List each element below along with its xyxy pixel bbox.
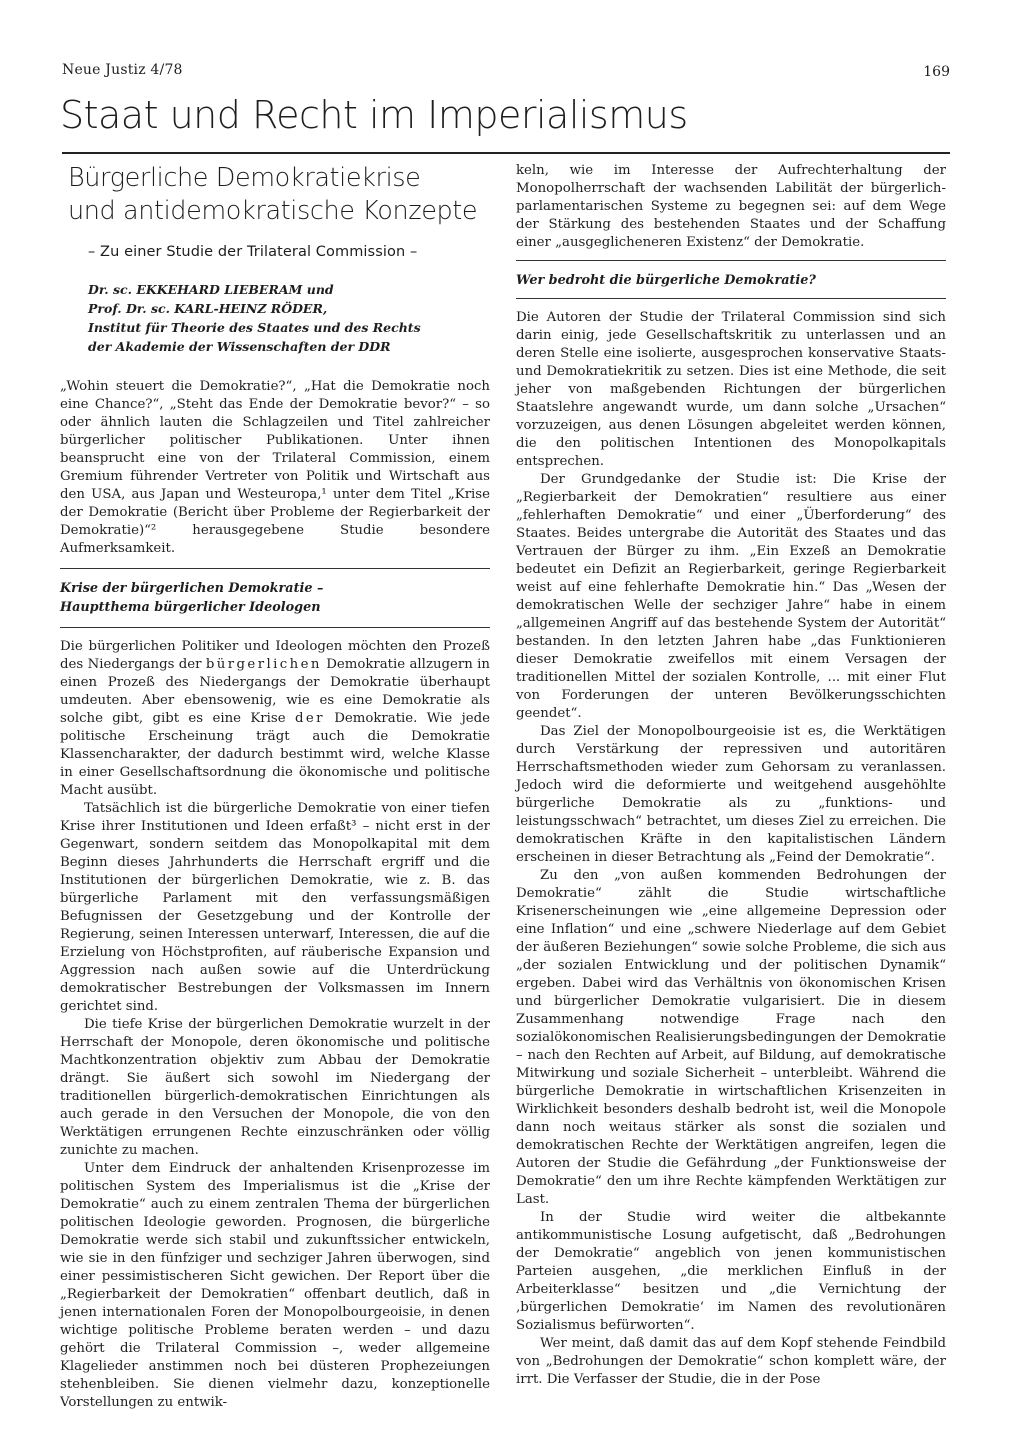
paragraph-1-part-b: Demokratie allzugern in einen Prozeß des Niedergangs der Demokratie überhaupt umdeuten. Aber ebensowenig, wie es eine Demokratie als solche gibt, gibt es eine Krise (60, 657, 490, 726)
left-column (60, 162, 490, 1412)
subhead-crisis-line-1: Krise der bürgerlichen Demokratie – (60, 581, 324, 596)
main-title: Staat und Recht im Imperialismus (60, 93, 688, 137)
paragraph-3: Die tiefe Krise der bürgerlichen Demokratie wurzelt in der Herrschaft der Monopole, deren ökonomische und politische Machtkonzentration objektiv zum Abbau der Demokratie drängt. Sie äußert sich sowohl im Niedergang der traditionellen bürgerlich-demokratischen Einrichtungen als auch gerade in den Versuchen der Monopole, die von den Werktätigen errungenen Rechte einzuschränken oder völlig zunichte zu machen. (60, 1017, 490, 1158)
subhead-crisis (60, 579, 490, 617)
right-paragraph-4: Zu den „von außen kommenden Bedrohungen der Demokratie“ zählt die Studie wirtschaftliche Krisenerscheinungen wie „eine allgemeine Depression oder eine Inflation“ und eine „schwere Niederlage auf dem Gebiet der äußeren Beziehungen“ sowie solche Probleme, die sich aus „der sozialen Entwicklung und der politischen Dynamik“ ergeben. Dabei wird das Verhältnis von ökonomischen Krisen und bürgerlicher Demokratie vulgarisiert. Die in diesem Zusammenhang notwendige Frage nach den sozialökonomischen Realisierungsbedingungen der Demokratie – nach den Rechten auf Arbeit, auf Bildung, auf demokratische Mitwirkung und soziale Sicherheit – unterbleibt. Während die bürgerliche Demokratie in wirtschaftlichen Krisenzeiten in Wirklichkeit besonders deshalb bedroht ist, weil die Monopole dann noch weitaus stärker als sonst die sozialen und demokratischen Rechte der Werktätigen angreifen, legen die Autoren der Studie die Gefährdung „der Funktionsweise der Demokratie“ den um ihre Rechte kämpfenden Werktätigen zur Last. (516, 868, 946, 1207)
section-rule (60, 568, 490, 569)
emphasis-buergerlichen: bürgerlichen (205, 657, 322, 672)
article-title-line-2: und antidemokratische Konzepte (68, 196, 478, 226)
right-paragraph-1: Die Autoren der Studie der Trilateral Commission sind sich darin einig, jede Gesellschaftskritik zu unterlassen und an deren Stelle eine isolierte, ausgesprochen konservative Staats- und Demokratiekritik zu setzen. Dies ist eine Methode, die seit jeher von maßgebenden Richtungen der bürgerlichen Staatslehre angewandt wurde, um dann solche „Ursachen“ vorzuzeigen, aus denen Lösungen abgeleitet werden können, die den politischen Intentionen des Monopolkapitals entsprechen. (516, 310, 946, 469)
paragraph-1-part-c: Demokratie. Wie jede politische Erscheinung trägt auch die Demokratie Klassencharakter, der dadurch bestimmt wird, welche Klasse in einer Gesellschaftsordnung die ökonomische und politische Macht ausübt. (60, 711, 490, 798)
paragraph-2: Tatsächlich ist die bürgerliche Demokratie von einer tiefen Krise ihrer Institutionen und Ideen erfaßt³ – nicht erst in der Gegenwart, sondern seitdem das Monopolkapital mit dem Beginn dieses Jahrhunderts die Herrschaft ergriff und die Institutionen der bürgerlichen Demokratie, wie z. B. das bürgerliche Parlament mit den verfassungsmäßigen Befugnissen der Gesetzgebung und der Kontrolle der Regierung, seinen Interessen unterwarf, Interessen, die auf die Erzielung von Höchstprofiten, auf räuberische Expansion und Aggression nach außen sowie auf die Unterdrückung demokratischer Bestrebungen der Volksmassen im Innern gerichtet sind. (60, 801, 490, 1014)
right-paragraph-6: Wer meint, daß damit das auf dem Kopf stehende Feindbild von „Bedrohungen der Demokratie“ schon komplett wäre, der irrt. Die Verfasser der Studie, die in der Pose (516, 1336, 946, 1387)
running-head: Neue Justiz 4/78 (62, 62, 183, 78)
section-rule (516, 298, 946, 299)
author-line-3: Institut für Theorie des Staates und des Rechts (88, 320, 421, 335)
right-column (516, 162, 946, 1389)
author-block (88, 280, 490, 356)
article-subtitle: – Zu einer Studie der Trilateral Commission – (88, 244, 418, 260)
title-rule (62, 152, 950, 154)
article-title (68, 162, 490, 228)
right-paragraph-2: Der Grundgedanke der Studie ist: Die Krise der „Regierbarkeit der Demokratien“ resultiere aus einer „fehlerhaften Demokratie“ und einer „Überforderung“ des Staates. Beides untergrabe die Autorität des Staates und das Vertrauen der Bürger zu ihm. „Ein Exzeß an Demokratie bedeutet ein Defizit an Regierbarkeit, geringe Regierbarkeit weist auf eine fehlerhafte Demokratie hin.“ Das „Wesen der demokratischen Welle der sechziger Jahre“ habe in einem „allgemeinen Angriff auf das bestehende System der Autorität“ bestanden. In den letzten Jahren habe „das Funktionieren dieser Demokratie zweifellos mit einem Versagen der traditionellen Mittel der sozialen Kontrolle, ... mit einer Flut von Forderungen der unteren Bevölkerungsschichten geendet“. (516, 472, 946, 721)
paragraph-1-part-a: Die bürgerlichen Politiker und Ideologen möchten den Prozeß des Niedergangs der (60, 639, 490, 672)
subhead-crisis-line-2: Hauptthema bürgerlicher Ideologen (60, 600, 321, 615)
emphasis-der: der (294, 711, 325, 726)
paragraph-4: Unter dem Eindruck der anhaltenden Krisenprozesse im politischen System des Imperialismus ist die „Krise der Demokratie“ auch zu einem zentralen Thema der bürgerlichen politischen Ideologie geworden. Prognosen, die bürgerliche Demokratie werde sich stabil und zukunftssicher entwickeln, wie sie in den fünfziger und sechziger Jahren überwogen, sind einer pessimistischeren Sicht gewichen. Der Report über die „Regierbarkeit der Demokratien“ offenbart deutlich, daß in jenen internationalen Foren der Monopolbourgeoisie, in denen wichtige politische Probleme beraten werden – und dazu gehört die Trilateral Commission –, weder allgemeine Klagelieder anstimmen noch bei düsteren Prophezeiungen stehenbleiben. Sie dienen vielmehr dazu, konzeptionelle Vorstellungen zu entwik- (60, 1161, 490, 1410)
right-paragraph-0: keln, wie im Interesse der Aufrechterhaltung der Monopolherrschaft der wachsenden Labilität der bürgerlich-parlamentarischen Systeme zu begegnen sei: auf dem Wege der Stärkung des bestehenden Staates und der Schaffung einer „ausgeglicheneren Existenz“ der Demokratie. (516, 163, 946, 250)
page-number: 169 (923, 64, 950, 80)
right-paragraph-3: Das Ziel der Monopolbourgeoisie ist es, die Werktätigen durch Verstärkung der repressiven und autoritären Herrschaftsmethoden wieder zum Gehorsam zu veranlassen. Jedoch wird die deformierte und weitgehend ausgehöhlte bürgerliche Demokratie als zu „funktions- und leistungsschwach“ betrachtet, um dieses Ziel zu erreichen. Die demokratischen Kräfte in den kapitalistischen Ländern erscheinen in dieser Betrachtung als „Feind der Demokratie“. (516, 724, 946, 865)
author-line-1: Dr. sc. EKKEHARD LIEBERAM und (88, 282, 334, 297)
article-title-line-1: Bürgerliche Demokratiekrise (68, 163, 421, 193)
author-line-2: Prof. Dr. sc. KARL-HEINZ RÖDER, (88, 301, 328, 316)
intro-paragraph: „Wohin steuert die Demokratie?“, „Hat die Demokratie noch eine Chance?“, „Steht das Ende der Demokratie bevor?“ – so oder ähnlich lauten die Schlagzeilen und Titel zahlreicher bürgerlicher politischer Publikationen. Unter ihnen beansprucht eine von der Trilateral Commission, einem Gremium führender Vertreter von Politik und Wirtschaft aus den USA, aus Japan und Westeuropa,¹ unter dem Titel „Krise der Demokratie (Bericht über Probleme der Regierbarkeit der Demokratie)“² herausgegebene Studie besondere Aufmerksamkeit. (60, 379, 490, 556)
author-line-4: der Akademie der Wissenschaften der DDR (88, 339, 391, 354)
section-rule (60, 627, 490, 628)
subhead-threat: Wer bedroht die bürgerliche Demokratie? (516, 273, 816, 288)
right-paragraph-5: In der Studie wird weiter die altbekannte antikommunistische Losung aufgetischt, daß „Bedrohungen der Demokratie“ angeblich von jenen kommunistischen Parteien ausgehen, „die merklichen Einfluß in der Arbeiterklasse“ besitzen und „die Vernichtung der ‚bürgerlichen Demokratie‘ im Namen des revolutionären Sozialismus befürworten“. (516, 1210, 946, 1333)
section-rule (516, 260, 946, 261)
paragraph-1 (60, 638, 490, 800)
spacer (60, 356, 490, 378)
